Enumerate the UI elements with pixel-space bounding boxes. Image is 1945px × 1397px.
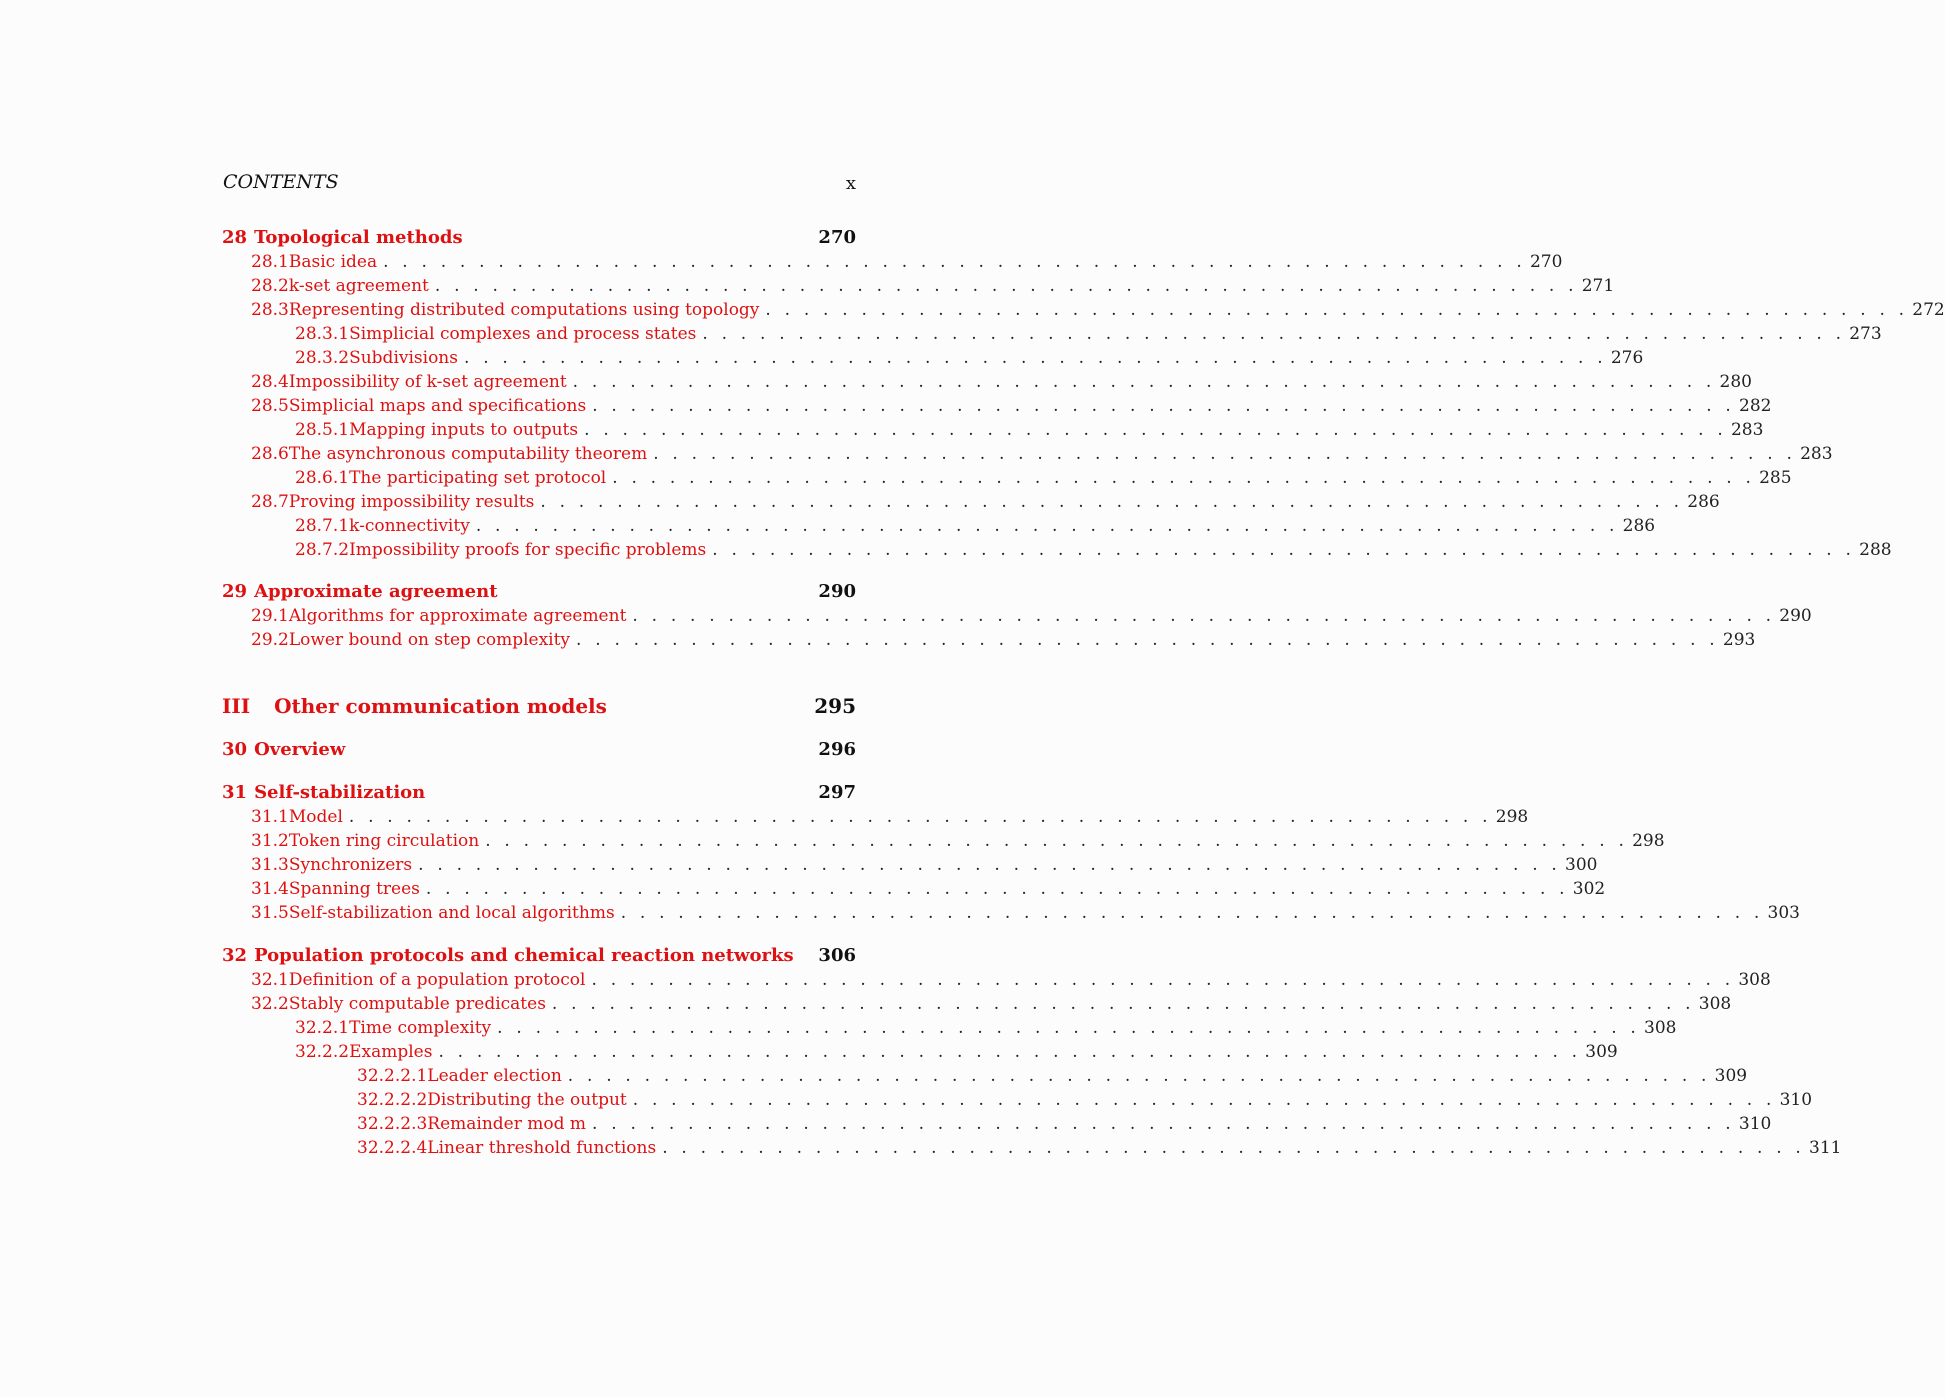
header-title: CONTENTS <box>223 171 339 193</box>
dot-leader: . . . . . . . . . . . . . . . . . . . . . . . . . . . . . . . . . . . . . . . . . . . . . . . . . . . . . . . . . . . . <box>612 468 1756 488</box>
entry-title: Algorithms for approximate agreement <box>288 606 627 626</box>
page-number: x <box>845 173 856 194</box>
entry-number: III <box>222 694 251 718</box>
entry-page: 288 <box>1859 540 1892 560</box>
entry-page: 272 <box>1912 300 1945 320</box>
entry-title: Population protocols and chemical reaction networks <box>254 945 794 966</box>
entry-number: 28 <box>222 227 248 248</box>
entry-title: Self-stabilization <box>254 782 426 803</box>
toc-subsection[interactable] <box>222 538 1892 562</box>
entry-page: 283 <box>1800 444 1833 464</box>
dot-leader: . . . . . . . . . . . . . . . . . . . . . . . . . . . . . . . . . . . . . . . . . . . . . . . . . . . . . . . . . . . . <box>475 516 1619 536</box>
dot-leader: . . . . . . . . . . . . . . . . . . . . . . . . . . . . . . . . . . . . . . . . . . . . . . . . . . . . . . . . . . . . <box>383 252 1526 272</box>
entry-page: 296 <box>818 739 856 760</box>
entry-title: Topological methods <box>254 227 463 248</box>
toc-section[interactable] <box>222 604 1812 628</box>
toc-subsection[interactable] <box>222 1040 1618 1064</box>
dot-leader: . . . . . . . . . . . . . . . . . . . . . . . . . . . . . . . . . . . . . . . . . . . . . . . . . . . . . . . . . . . . <box>662 1138 1806 1158</box>
entry-page: 271 <box>1581 276 1615 296</box>
entry-title: k-connectivity <box>349 516 470 536</box>
entry-number: 30 <box>222 739 248 760</box>
entry-number: 32.2.2.3 <box>357 1114 428 1134</box>
dot-leader: . . . . . . . . . . . . . . . . . . . . . . . . . . . . . . . . . . . . . . . . . . . . . . . . . . . . . . . . . . . . <box>592 1114 1735 1134</box>
entry-number: 31.4 <box>251 879 289 899</box>
entry-page: 273 <box>1849 324 1882 344</box>
entry-page: 282 <box>1739 396 1772 416</box>
entry-title: Proving impossibility results <box>288 492 535 512</box>
toc-section[interactable] <box>222 901 1800 925</box>
entry-page: 309 <box>1585 1042 1618 1062</box>
toc-section[interactable] <box>222 829 1665 853</box>
entry-number: 28.5 <box>251 396 289 416</box>
entry-number: 28.4 <box>251 372 289 392</box>
dot-leader: . . . . . . . . . . . . . . . . . . . . . . . . . . . . . . . . . . . . . . . . . . . . . . . . . . . . . . . . . . . . <box>540 492 1684 512</box>
entry-number: 29.2 <box>251 630 289 650</box>
dot-leader: . . . . . . . . . . . . . . . . . . . . . . . . . . . . . . . . . . . . . . . . . . . . . . . . . . . . . . . . . . . . <box>348 807 1492 827</box>
entry-page: 286 <box>1622 516 1656 536</box>
toc-section[interactable] <box>222 490 1720 514</box>
entry-number: 28.6 <box>251 444 289 464</box>
entry-number: 28.7.2 <box>295 540 350 560</box>
toc-subsubsection[interactable] <box>222 1112 1772 1136</box>
entry-title: The participating set protocol <box>349 468 607 488</box>
entry-title: Approximate agreement <box>254 581 498 602</box>
entry-number: 28.2 <box>251 276 289 296</box>
dot-leader: . . . . . . . . . . . . . . . . . . . . . . . . . . . . . . . . . . . . . . . . . . . . . . . . . . . . . . . . . . . . <box>567 1066 1711 1086</box>
entry-number: 32 <box>222 945 248 966</box>
entry-title: Examples <box>349 1042 433 1062</box>
entry-title: Remainder mod m <box>427 1114 587 1134</box>
entry-page: 285 <box>1759 468 1792 488</box>
toc-subsection[interactable] <box>222 514 1656 538</box>
entry-page: 306 <box>818 945 856 966</box>
toc-section[interactable] <box>222 394 1772 418</box>
entry-page: 310 <box>1738 1114 1772 1134</box>
dot-leader: . . . . . . . . . . . . . . . . . . . . . . . . . . . . . . . . . . . . . . . . . . . . . . . . . . . . . . . . . . . . <box>632 1090 1776 1110</box>
entry-number: 28.7 <box>251 492 289 512</box>
entry-title: The asynchronous computability theorem <box>288 444 648 464</box>
entry-number: 28.3.2 <box>295 348 350 368</box>
entry-page: 280 <box>1719 372 1752 392</box>
dot-leader: . . . . . . . . . . . . . . . . . . . . . . . . . . . . . . . . . . . . . . . . . . . . . . . . . . . . . . . . . . . . <box>702 324 1846 344</box>
entry-number: 32.2.2.2 <box>357 1090 428 1110</box>
toc-part[interactable] <box>222 692 856 720</box>
entry-title: Linear threshold functions <box>427 1138 657 1158</box>
dot-leader: . . . . . . . . . . . . . . . . . . . . . . . . . . . . . . . . . . . . . . . . . . . . . . . . . . . . . . . . . . . . <box>418 855 1562 875</box>
entry-page: 270 <box>818 227 856 248</box>
dot-leader: . . . . . . . . . . . . . . . . . . . . . . . . . . . . . . . . . . . . . . . . . . . . . . . . . . . . . . . . . . . . <box>584 420 1727 440</box>
dot-leader: . . . . . . . . . . . . . . . . . . . . . . . . . . . . . . . . . . . . . . . . . . . . . . . . . . . . . . . . . . . . <box>438 1042 1582 1062</box>
entry-number: 31.5 <box>251 903 289 923</box>
entry-number: 28.1 <box>251 252 289 272</box>
toc-section[interactable] <box>222 992 1732 1016</box>
toc-section[interactable] <box>222 877 1606 901</box>
entry-number: 29 <box>222 581 248 602</box>
toc-subsection[interactable] <box>222 418 1764 442</box>
entry-page: 286 <box>1687 492 1720 512</box>
entry-number: 32.2.2 <box>295 1042 350 1062</box>
entry-page: 310 <box>1779 1090 1813 1110</box>
entry-page: 300 <box>1565 855 1598 875</box>
toc-chapter[interactable] <box>222 738 856 762</box>
entry-page: 308 <box>1644 1018 1677 1038</box>
dot-leader: . . . . . . . . . . . . . . . . . . . . . . . . . . . . . . . . . . . . . . . . . . . . . . . . . . . . . . . . . . . . <box>551 994 1695 1014</box>
entry-title: Overview <box>254 739 346 760</box>
toc-subsection[interactable] <box>222 466 1792 490</box>
entry-page: 309 <box>1714 1066 1748 1086</box>
entry-number: 28.5.1 <box>295 420 350 440</box>
entry-page: 276 <box>1610 348 1644 368</box>
entry-page: 308 <box>1738 970 1771 990</box>
dot-leader: . . . . . . . . . . . . . . . . . . . . . . . . . . . . . . . . . . . . . . . . . . . . . . . . . . . . . . . . . . . . <box>712 540 1856 560</box>
entry-title: Token ring circulation <box>288 831 480 851</box>
toc-chapter[interactable] <box>222 580 856 604</box>
dot-leader: . . . . . . . . . . . . . . . . . . . . . . . . . . . . . . . . . . . . . . . . . . . . . . . . . . . . . . . . . . . . <box>576 630 1719 650</box>
entry-number: 28.7.1 <box>295 516 350 536</box>
toc-section[interactable] <box>222 968 1771 992</box>
entry-number: 31 <box>222 782 248 803</box>
toc-subsection[interactable] <box>222 1016 1677 1040</box>
entry-page: 293 <box>1722 630 1756 650</box>
toc-chapter[interactable] <box>222 781 856 805</box>
dot-leader: . . . . . . . . . . . . . . . . . . . . . . . . . . . . . . . . . . . . . . . . . . . . . . . . . . . . . . . . . . . . <box>620 903 1764 923</box>
entry-title: Other communication models <box>274 694 607 718</box>
toc-section[interactable] <box>222 250 1563 274</box>
dot-leader: . . . . . . . . . . . . . . . . . . . . . . . . . . . . . . . . . . . . . . . . . . . . . . . . . . . . . . . . . . . . <box>592 396 1736 416</box>
entry-page: 302 <box>1572 879 1606 899</box>
toc-section[interactable] <box>222 853 1598 877</box>
entry-page: 298 <box>1495 807 1529 827</box>
entry-page: 308 <box>1698 994 1732 1014</box>
toc-section[interactable] <box>222 298 1945 322</box>
entry-title: Model <box>288 807 343 827</box>
dot-leader: . . . . . . . . . . . . . . . . . . . . . . . . . . . . . . . . . . . . . . . . . . . . . . . . . . . . . . . . . . . . <box>653 444 1797 464</box>
entry-number: 32.2 <box>251 994 289 1014</box>
toc-subsubsection[interactable] <box>222 1136 1842 1160</box>
toc-chapter[interactable] <box>222 226 856 250</box>
entry-title: Spanning trees <box>288 879 420 899</box>
entry-title: Stably computable predicates <box>288 994 546 1014</box>
entry-number: 31.3 <box>251 855 289 875</box>
entry-title: Leader election <box>427 1066 562 1086</box>
entry-page: 297 <box>818 782 856 803</box>
entry-page: 311 <box>1809 1138 1842 1158</box>
toc-subsection[interactable] <box>222 322 1882 346</box>
toc-subsubsection[interactable] <box>222 1088 1813 1112</box>
entry-number: 28.6.1 <box>295 468 350 488</box>
entry-title: Impossibility of k-set agreement <box>288 372 567 392</box>
entry-title: Distributing the output <box>427 1090 627 1110</box>
entry-title: Definition of a population protocol <box>288 970 586 990</box>
entry-page: 290 <box>1779 606 1812 626</box>
entry-number: 28.3 <box>251 300 289 320</box>
entry-page: 270 <box>1529 252 1563 272</box>
entry-page: 283 <box>1730 420 1764 440</box>
entry-page: 290 <box>818 581 856 602</box>
entry-number: 31.2 <box>251 831 289 851</box>
dot-leader: . . . . . . . . . . . . . . . . . . . . . . . . . . . . . . . . . . . . . . . . . . . . . . . . . . . . . . . . . . . . <box>497 1018 1641 1038</box>
entry-title: k-set agreement <box>288 276 429 296</box>
dot-leader: . . . . . . . . . . . . . . . . . . . . . . . . . . . . . . . . . . . . . . . . . . . . . . . . . . . . . . . . . . . . <box>463 348 1607 368</box>
dot-leader: . . . . . . . . . . . . . . . . . . . . . . . . . . . . . . . . . . . . . . . . . . . . . . . . . . . . . . . . . . . . <box>485 831 1629 851</box>
dot-leader: . . . . . . . . . . . . . . . . . . . . . . . . . . . . . . . . . . . . . . . . . . . . . . . . . . . . . . . . . . . . <box>765 300 1909 320</box>
dot-leader: . . . . . . . . . . . . . . . . . . . . . . . . . . . . . . . . . . . . . . . . . . . . . . . . . . . . . . . . . . . . <box>591 970 1735 990</box>
toc-chapter[interactable] <box>222 944 856 968</box>
entry-number: 32.2.1 <box>295 1018 350 1038</box>
entry-title: Simplicial complexes and process states <box>349 324 697 344</box>
entry-page: 295 <box>814 694 856 718</box>
running-header <box>223 171 856 197</box>
entry-title: Lower bound on step complexity <box>288 630 571 650</box>
toc-subsubsection[interactable] <box>222 1064 1748 1088</box>
entry-title: Simplicial maps and specifications <box>288 396 587 416</box>
entry-title: Self-stabilization and local algorithms <box>288 903 615 923</box>
entry-title: Impossibility proofs for specific problems <box>349 540 707 560</box>
entry-number: 31.1 <box>251 807 289 827</box>
toc-section[interactable] <box>222 370 1752 394</box>
toc-section[interactable] <box>222 274 1615 298</box>
entry-number: 28.3.1 <box>295 324 350 344</box>
toc-section[interactable] <box>222 628 1756 652</box>
entry-page: 303 <box>1767 903 1800 923</box>
entry-number: 32.1 <box>251 970 289 990</box>
toc-subsection[interactable] <box>222 346 1644 370</box>
entry-title: Mapping inputs to outputs <box>349 420 579 440</box>
entry-number: 32.2.2.4 <box>357 1138 428 1158</box>
toc-section[interactable] <box>222 805 1529 829</box>
entry-number: 29.1 <box>251 606 289 626</box>
dot-leader: . . . . . . . . . . . . . . . . . . . . . . . . . . . . . . . . . . . . . . . . . . . . . . . . . . . . . . . . . . . . <box>632 606 1776 626</box>
dot-leader: . . . . . . . . . . . . . . . . . . . . . . . . . . . . . . . . . . . . . . . . . . . . . . . . . . . . . . . . . . . . <box>425 879 1569 899</box>
entry-title: Subdivisions <box>349 348 458 368</box>
toc-section[interactable] <box>222 442 1833 466</box>
entry-title: Representing distributed computations using topology <box>288 300 760 320</box>
entry-title: Basic idea <box>288 252 378 272</box>
entry-number: 32.2.2.1 <box>357 1066 428 1086</box>
entry-title: Time complexity <box>349 1018 492 1038</box>
dot-leader: . . . . . . . . . . . . . . . . . . . . . . . . . . . . . . . . . . . . . . . . . . . . . . . . . . . . . . . . . . . . <box>434 276 1578 296</box>
entry-page: 298 <box>1632 831 1665 851</box>
entry-title: Synchronizers <box>288 855 413 875</box>
dot-leader: . . . . . . . . . . . . . . . . . . . . . . . . . . . . . . . . . . . . . . . . . . . . . . . . . . . . . . . . . . . . <box>572 372 1716 392</box>
